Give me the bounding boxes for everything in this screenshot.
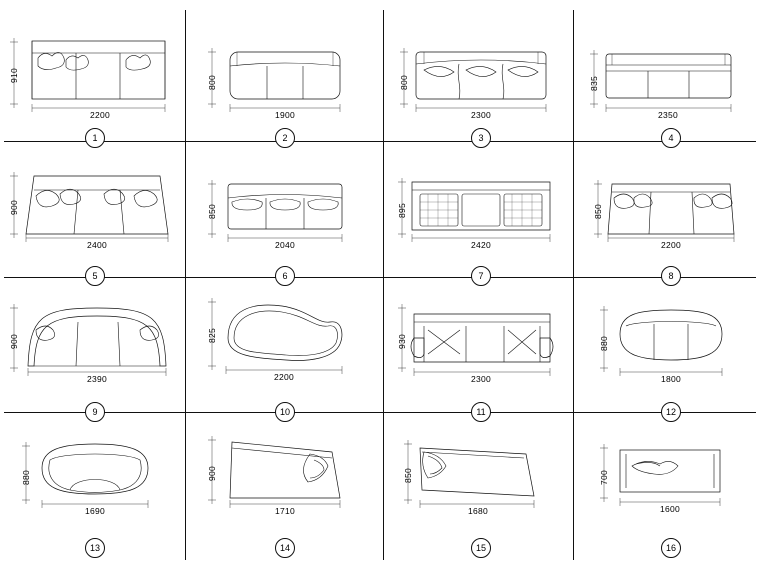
item-number-14: 14 (275, 538, 295, 558)
dim-height-7: 895 (397, 202, 407, 218)
item-number-6: 6 (275, 266, 295, 286)
dim-width-15: 1680 (467, 506, 489, 516)
dim-width-8: 2200 (660, 240, 682, 250)
dim-width-5: 2400 (86, 240, 108, 250)
dim-height-3: 800 (399, 74, 409, 90)
drawing-cell-15 (386, 418, 576, 560)
dim-height-12: 880 (599, 335, 609, 351)
drawing-cell-16 (576, 418, 760, 560)
item-number-13: 13 (85, 538, 105, 558)
dim-height-6: 850 (207, 203, 217, 219)
drawing-cell-13 (0, 418, 190, 560)
dim-width-1: 2200 (89, 110, 111, 120)
item-number-1: 1 (85, 128, 105, 148)
item-number-9: 9 (85, 402, 105, 422)
dim-height-11: 930 (397, 333, 407, 349)
dim-height-9: 900 (9, 333, 19, 349)
dim-height-14: 900 (207, 465, 217, 481)
drawing-cell-7 (386, 146, 576, 288)
dim-width-9: 2390 (86, 374, 108, 384)
dim-height-10: 825 (207, 327, 217, 343)
dim-height-8: 850 (593, 203, 603, 219)
drawing-cell-14 (190, 418, 380, 560)
dim-width-16: 1600 (659, 504, 681, 514)
item-number-10: 10 (275, 402, 295, 422)
drawing-cell-4 (576, 8, 760, 150)
item-number-8: 8 (661, 266, 681, 286)
dim-height-1: 910 (9, 67, 19, 83)
dim-width-2: 1900 (274, 110, 296, 120)
grid-vline-2 (383, 10, 384, 560)
item-number-16: 16 (661, 538, 681, 558)
dim-width-12: 1800 (660, 374, 682, 384)
drawing-cell-2 (190, 8, 380, 150)
drawing-cell-9 (0, 282, 190, 424)
drawing-cell-11 (386, 282, 576, 424)
dim-height-16: 700 (599, 469, 609, 485)
item-number-15: 15 (471, 538, 491, 558)
item-number-11: 11 (471, 402, 491, 422)
drawing-cell-6 (190, 146, 380, 288)
dim-width-6: 2040 (274, 240, 296, 250)
dim-width-3: 2300 (470, 110, 492, 120)
dim-width-14: 1710 (274, 506, 296, 516)
drawing-cell-10 (190, 282, 380, 424)
dim-width-10: 2200 (273, 372, 295, 382)
item-number-12: 12 (661, 402, 681, 422)
dim-height-13: 880 (21, 469, 31, 485)
dim-width-7: 2420 (470, 240, 492, 250)
item-number-7: 7 (471, 266, 491, 286)
item-number-2: 2 (275, 128, 295, 148)
drawing-cell-1 (0, 8, 190, 150)
item-number-5: 5 (85, 266, 105, 286)
drawing-cell-5 (0, 146, 190, 288)
item-number-3: 3 (471, 128, 491, 148)
item-number-4: 4 (661, 128, 681, 148)
dim-height-4: 835 (589, 75, 599, 91)
drawing-cell-12 (576, 282, 760, 424)
drawing-cell-8 (576, 146, 760, 288)
dim-height-5: 900 (9, 199, 19, 215)
dim-width-4: 2350 (657, 110, 679, 120)
dim-width-11: 2300 (470, 374, 492, 384)
dim-width-13: 1690 (84, 506, 106, 516)
dim-height-2: 800 (207, 74, 217, 90)
dim-height-15: 850 (403, 467, 413, 483)
drawing-cell-3 (386, 8, 576, 150)
